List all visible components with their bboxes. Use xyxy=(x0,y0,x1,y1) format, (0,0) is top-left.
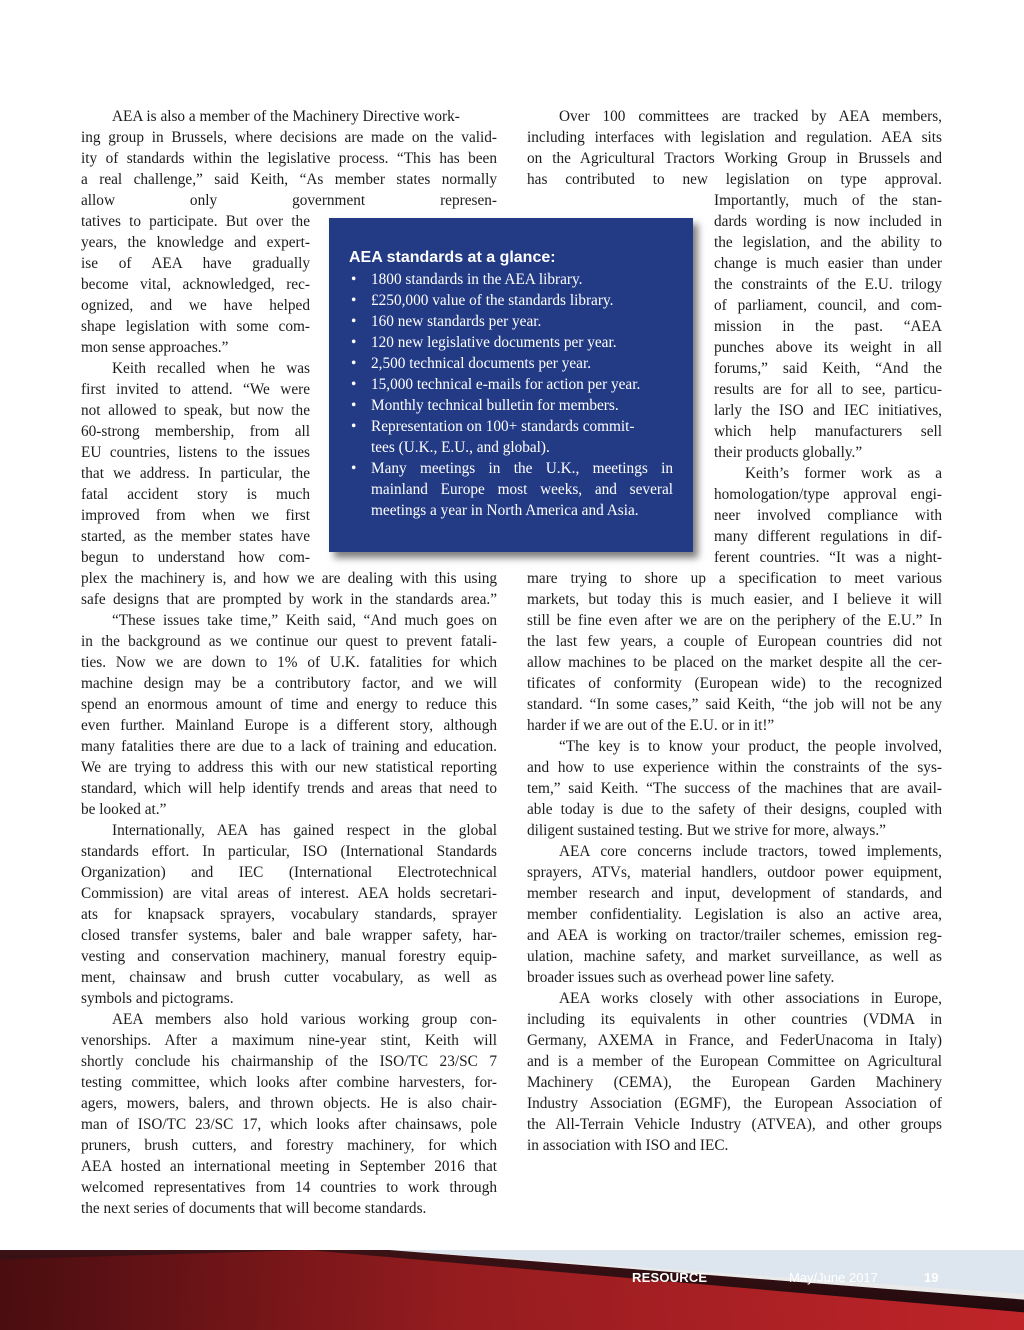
body-line: markets, but today this is much easier, and I believe it will xyxy=(527,591,942,608)
body-line: has contributed to new legislation on type approval. xyxy=(527,171,942,188)
sidebar-item-continuation: mainland Europe most weeks, and several xyxy=(371,481,673,498)
body-line: agers, mowers, balers, and thrown objects. He is also chair- xyxy=(81,1095,497,1112)
body-line: closed transfer systems, baler and bale wrapper safety, har- xyxy=(81,927,497,944)
body-line: 60-strong membership, from all xyxy=(81,423,310,440)
body-line: safe designs that are prompted by work in the standards area.” xyxy=(81,591,497,608)
sidebar-item-text: Representation on 100+ standards commit- xyxy=(371,418,635,435)
body-line: larly the ISO and IEC initiatives, xyxy=(714,402,942,419)
footer-page-number: 19 xyxy=(924,1270,939,1285)
body-line: improved from when we first xyxy=(81,507,310,524)
body-line: AEA hosted an international meeting in September 2016 that xyxy=(81,1158,497,1175)
body-line: many fatalities there are due to a lack of training and education. xyxy=(81,738,497,755)
sidebar-item-text: 15,000 technical e-mails for action per year. xyxy=(371,376,641,393)
body-line: Commission) are vital areas of interest. AEA holds secretari- xyxy=(81,885,497,902)
body-line: We are trying to address this with our new statistical reporting xyxy=(81,759,497,776)
body-line: symbols and pictograms. xyxy=(81,990,234,1007)
body-line: begun to understand how com- xyxy=(81,549,310,566)
sidebar-item xyxy=(351,311,541,332)
body-line: ats for knapsack sprayers, vocabulary standards, sprayer xyxy=(81,906,497,923)
body-line: Industry Association (EGMF), the European Association of xyxy=(527,1095,942,1112)
body-line: Importantly, much of the stan- xyxy=(714,192,942,209)
body-line: broader issues such as overhead power line safety. xyxy=(527,969,835,986)
body-line: member research and input, development of standards, and xyxy=(527,885,942,902)
body-line: Keith recalled when he was xyxy=(112,360,310,377)
sidebar-item-text: 2,500 technical documents per year. xyxy=(371,355,592,372)
body-line: in association with ISO and IEC. xyxy=(527,1137,729,1154)
sidebar-item xyxy=(351,290,613,311)
body-line: plex the machinery is, and how we are dealing with this using xyxy=(81,570,497,587)
body-line: AEA members also hold various working group con- xyxy=(112,1011,497,1028)
sidebar-item xyxy=(351,353,591,374)
body-line: homologation/type approval engi- xyxy=(714,486,942,503)
body-line: member confidentiality. Legislation is also an active area, xyxy=(527,906,942,923)
sidebar-item-text: 160 new standards per year. xyxy=(371,313,542,330)
body-line: mon sense approaches.” xyxy=(81,339,229,356)
sidebar-item xyxy=(351,269,582,290)
body-line: ment, chainsaw and brush cutter vocabulary, as well as xyxy=(81,969,497,986)
body-line: a real challenge,” said Keith, “As member states normally xyxy=(81,171,497,188)
sidebar-item-text: 1800 standards in the AEA library. xyxy=(371,271,583,288)
footer-band xyxy=(0,1250,1024,1330)
body-line: shortly conclude his chairmanship of the ISO/TC 23/SC 7 xyxy=(81,1053,497,1070)
body-line: ing group in Brussels, where decisions are made on the valid- xyxy=(81,129,497,146)
body-line: man of ISO/TC 23/SC 17, which looks after chainsaws, pole xyxy=(81,1116,497,1133)
body-line: fatal accident story is much xyxy=(81,486,310,503)
sidebar-item-text: Many meetings in the U.K., meetings in xyxy=(371,460,673,477)
body-line: welcomed representatives from 14 countries to work through xyxy=(81,1179,497,1196)
body-line: the next series of documents that will become standards. xyxy=(81,1200,427,1217)
bullet-icon: • xyxy=(351,460,357,477)
body-line: AEA is also a member of the Machinery Directive work- xyxy=(112,108,460,125)
bullet-icon: • xyxy=(351,397,357,414)
sidebar-item-text: 120 new legislative documents per year. xyxy=(371,334,617,351)
body-line: results are for all to see, particu- xyxy=(714,381,942,398)
body-line: be looked at.” xyxy=(81,801,167,818)
body-line: “These issues take time,” Keith said, “And much goes on xyxy=(112,612,497,629)
body-line: AEA core concerns include tractors, towed implements, xyxy=(559,843,942,860)
body-line: their products globally.” xyxy=(714,444,863,461)
body-line: still be fine even after we are on the periphery of the E.U.” In xyxy=(527,612,942,629)
body-line: years, the knowledge and expert- xyxy=(81,234,310,251)
body-line: change is much easier than under xyxy=(714,255,942,272)
footer-publication: RESOURCE xyxy=(632,1270,708,1285)
body-line: ferent countries. “It was a night- xyxy=(714,549,942,566)
body-line: shape legislation with some com- xyxy=(81,318,310,335)
body-line: ties. Now we are down to 1% of U.K. fatalities for which xyxy=(81,654,497,671)
body-line: neer involved compliance with xyxy=(714,507,942,524)
body-line: many different regulations in dif- xyxy=(714,528,942,545)
sidebar-item xyxy=(351,374,640,395)
body-line: “The key is to know your product, the people involved, xyxy=(559,738,942,755)
body-line: diligent sustained testing. But we strive for more, always.” xyxy=(527,822,886,839)
body-line: the legislation, and the ability to xyxy=(714,234,942,251)
body-line: tificates of conformity (European wide) to the recognized xyxy=(527,675,942,692)
body-line: tatives to participate. But over the xyxy=(81,213,310,230)
body-line: dards wording is now included in xyxy=(714,213,942,230)
body-line: Keith’s former work as a xyxy=(745,465,942,482)
body-line: harder if we are out of the E.U. or in it!” xyxy=(527,717,775,734)
sidebar-item xyxy=(351,395,619,416)
body-line: machine design may be a contributory factor, and we will xyxy=(81,675,497,692)
body-line: standard, which will help identify trends and areas that need to xyxy=(81,780,497,797)
body-line: the All-Terrain Vehicle Industry (ATVEA), and other groups xyxy=(527,1116,942,1133)
bullet-icon: • xyxy=(351,376,357,393)
body-line: and is a member of the European Committee on Agricultural xyxy=(527,1053,942,1070)
body-line: the last few years, a couple of European countries did not xyxy=(527,633,942,650)
body-line: started, as the member states have xyxy=(81,528,310,545)
body-line: in the background as we continue our quest to prevent fatali- xyxy=(81,633,497,650)
body-line: Over 100 committees are tracked by AEA members, xyxy=(559,108,942,125)
sidebar-item-continuation: meetings a year in North America and Asia. xyxy=(371,502,639,519)
body-line: of parliament, council, and com- xyxy=(714,297,942,314)
body-line: which help manufacturers sell xyxy=(714,423,942,440)
body-line: allow only government represen- xyxy=(81,192,497,209)
sidebar-item xyxy=(351,458,673,479)
body-line: ognized, and we have helped xyxy=(81,297,310,314)
body-line: AEA works closely with other associations in Europe, xyxy=(559,990,942,1007)
body-line: including interfaces with legislation and regulation. AEA sits xyxy=(527,129,942,146)
body-line: mission in the past. “AEA xyxy=(714,318,942,335)
body-line: Machinery (CEMA), the European Garden Machinery xyxy=(527,1074,942,1091)
body-line: able today is due to the safety of their designs, coupled with xyxy=(527,801,942,818)
body-line: testing committee, which looks after combine harvesters, for- xyxy=(81,1074,497,1091)
body-line: venorships. After a maximum nine-year stint, Keith will xyxy=(81,1032,497,1049)
body-line: tem,” said Keith. “The success of the machines that are avail- xyxy=(527,780,942,797)
bullet-icon: • xyxy=(351,271,357,288)
body-line: the constraints of the E.U. trilogy xyxy=(714,276,942,293)
body-line: standards effort. In particular, ISO (International Standards xyxy=(81,843,497,860)
body-line: not allowed to speak, but now the xyxy=(81,402,310,419)
sidebar-item-continuation: tees (U.K., E.U., and global). xyxy=(371,439,550,456)
sidebar-item-text: £250,000 value of the standards library. xyxy=(371,292,614,309)
body-line: pruners, brush cutters, and forestry machinery, for which xyxy=(81,1137,497,1154)
body-line: and how to use experience within the constraints of the sys- xyxy=(527,759,942,776)
body-line: ity of standards within the legislative process. “This has been xyxy=(81,150,497,167)
body-line: standard. “In some cases,” said Keith, “the job will not be any xyxy=(527,696,942,713)
sidebar-item xyxy=(351,416,673,437)
sidebar-title: AEA standards at a glance: xyxy=(349,249,556,266)
sidebar-item xyxy=(351,332,617,353)
body-line: first invited to attend. “We were xyxy=(81,381,310,398)
body-line: allow machines to be placed on the market despite all the cer- xyxy=(527,654,942,671)
body-line: Internationally, AEA has gained respect in the global xyxy=(112,822,497,839)
body-line: ise of AEA have gradually xyxy=(81,255,310,272)
body-line: vesting and conservation machinery, manual forestry equip- xyxy=(81,948,497,965)
body-line: including its equivalents in other countries (VDMA in xyxy=(527,1011,942,1028)
sidebar-box xyxy=(329,218,693,552)
bullet-icon: • xyxy=(351,334,357,351)
sidebar-item-text: Monthly technical bulletin for members. xyxy=(371,397,619,414)
bullet-icon: • xyxy=(351,313,357,330)
body-line: become vital, acknowledged, rec- xyxy=(81,276,310,293)
body-line: even further. Mainland Europe is a different story, although xyxy=(81,717,497,734)
body-line: on the Agricultural Tractors Working Group in Brussels and xyxy=(527,150,942,167)
body-line: Germany, AXEMA in France, and FederUnacoma in Italy) xyxy=(527,1032,942,1049)
body-line: forums,” said Keith, “And the xyxy=(714,360,942,377)
body-line: mare trying to shore up a specification to meet various xyxy=(527,570,942,587)
bullet-icon: • xyxy=(351,292,357,309)
body-line: punches above its weight in all xyxy=(714,339,942,356)
bullet-icon: • xyxy=(351,355,357,372)
body-line: Organization) and IEC (International Electrotechnical xyxy=(81,864,497,881)
body-line: and AEA is working on tractor/trailer schemes, emission reg- xyxy=(527,927,942,944)
body-line: spend an enormous amount of time and energy to reduce this xyxy=(81,696,497,713)
body-line: ulation, machine safety, and market surveillance, as well as xyxy=(527,948,942,965)
body-line: EU countries, listens to the issues xyxy=(81,444,310,461)
body-line: sprayers, ATVs, material handlers, outdoor power equipment, xyxy=(527,864,942,881)
bullet-icon: • xyxy=(351,418,357,435)
footer-issue-date: May/June 2017 xyxy=(789,1270,878,1285)
body-line: that we address. In particular, the xyxy=(81,465,310,482)
